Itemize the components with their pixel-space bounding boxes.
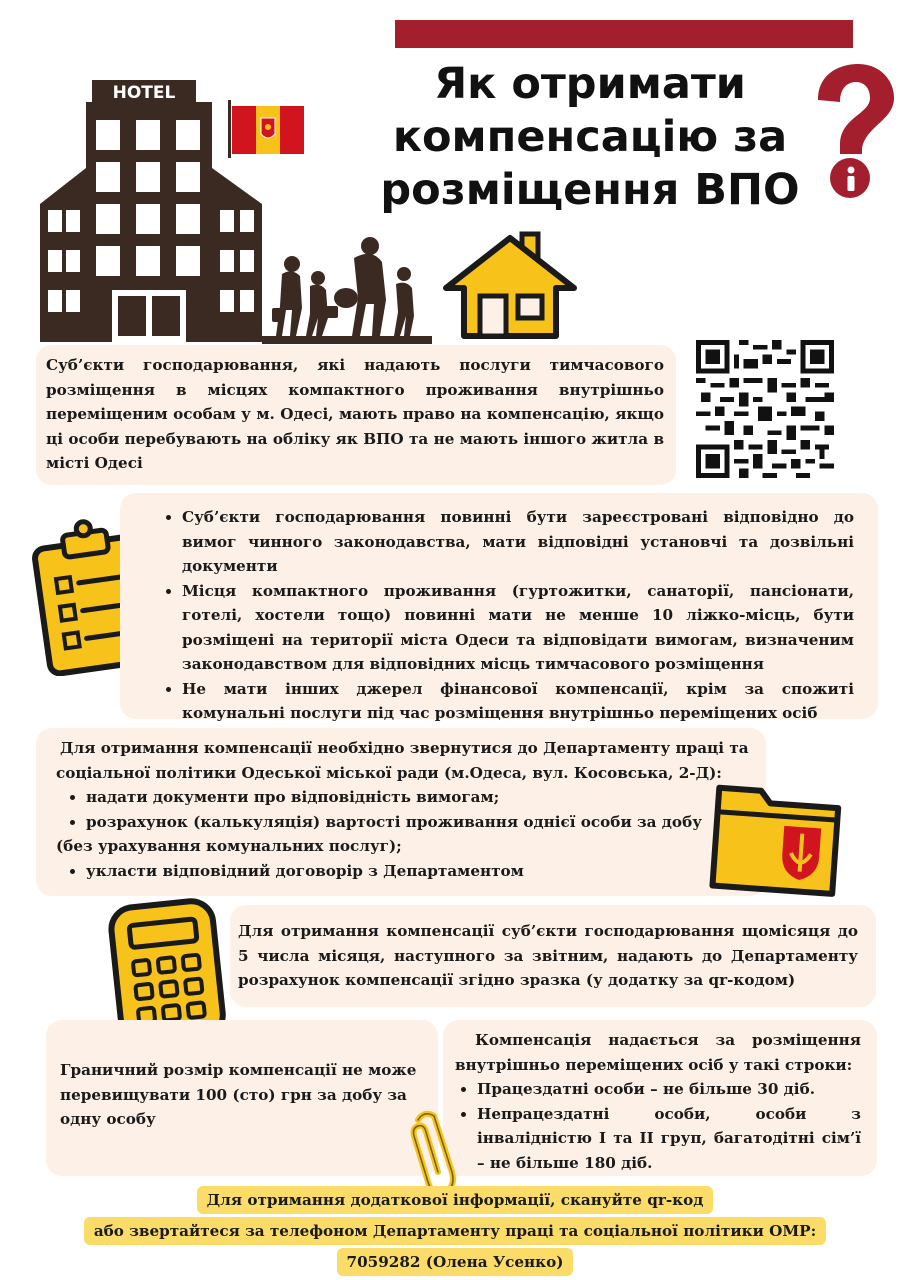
hotel-sign: HOTEL [112, 83, 176, 103]
house-icon [440, 226, 580, 342]
page-title [370, 58, 810, 217]
limit-text: Граничний розмір компенсації не може перевищувати 100 (сто) грн за добу за одну особу [60, 1061, 417, 1128]
apply-list [56, 785, 726, 834]
intro-text: Суб’єкти господарювання, які надають послуги тимчасового розміщення в місцях компактного проживання внутрішньо переміщеним особам у м. Одесі, мають право на компенсацію, якщо ці особи перебувають на обліку як ВПО та не мають іншого житла в місті Одесі [46, 356, 664, 472]
requirements-box [120, 493, 878, 722]
apply-item: • укласти відповідний договорір з Департаментом [86, 859, 752, 884]
top-red-bar [395, 20, 853, 48]
footer-line-2: або звертайтеся за телефоном Департаменту праці та соціальної політики ОМР: [84, 1217, 826, 1245]
title-line-3: розміщення ВПО [380, 165, 800, 215]
apply-item: • розрахунок (калькуляція) вартості проживання однієї особи за добу [86, 810, 726, 835]
terms-item: • Непрацездатні особи, особи з інвалідністю І та ІІ груп, багатодітні сім’ї – не більше 180 діб. [477, 1102, 861, 1176]
qr-code[interactable] [696, 340, 834, 478]
monthly-report-text: Для отримання компенсації суб’єкти господарювання щомісяця до 5 числа місяця, наступного за звітним, надають до Департаменту розрахунок компенсації згідно зразка (у додатку за qr-кодом) [238, 922, 858, 989]
apply-box [36, 728, 766, 896]
apply-item-continued: (без урахування комунальних послуг); [56, 837, 402, 855]
apply-intro: Для отримання компенсації необхідно звернутися до Департаменту праці та соціальної політики Одеської міської ради (м.Одеса, вул. Косовська, 2-Д): [56, 739, 749, 782]
terms-item: • Працездатні особи – не більше 30 діб. [477, 1077, 861, 1102]
apply-item: • надати документи про відповідність вимогам; [86, 785, 726, 810]
question-info-icon [806, 60, 898, 200]
requirement-item: • Суб’єкти господарювання повинні бути зареєстровані відповідно до вимог чинного законодавства, мати відповідні установчі та дозвільні документи [182, 505, 854, 579]
footer-line-1: Для отримання додаткової інформації, скануйте qr-код [197, 1186, 714, 1214]
folder-icon [706, 772, 850, 902]
requirements-list [160, 505, 854, 726]
title-line-2: компенсацію за [392, 112, 788, 162]
refugees-icon [262, 228, 432, 344]
intro-box [36, 345, 676, 485]
terms-box [443, 1020, 877, 1176]
terms-intro: Компенсація надається за розміщення внутрішньо переміщених осіб у такі строки: [455, 1031, 861, 1074]
odesa-flag-icon [228, 100, 306, 158]
footer-contact [93, 1186, 817, 1279]
monthly-report-box [230, 905, 876, 1007]
requirement-item: • Не мати інших джерел фінансової компенсації, крім за спожиті комунальні послуги під час розміщення внутрішньо переміщених осіб [182, 677, 854, 726]
title-line-1: Як отримати [434, 59, 746, 109]
terms-list [455, 1077, 861, 1175]
requirement-item: • Місця компактного проживання (гуртожитки, санаторії, пансіонати, готелі, хостели тощо) повинні мати не менше 10 ліжко-місць, бути розміщені на території міста Одеси та відповідати вимогам, визначеним законодавством для відповідних місць тимчасового розміщення [182, 579, 854, 677]
limit-box [46, 1020, 438, 1176]
apply-list-2 [56, 859, 752, 884]
footer-phone[interactable]: 7059282 (Олена Усенко) [337, 1248, 574, 1276]
